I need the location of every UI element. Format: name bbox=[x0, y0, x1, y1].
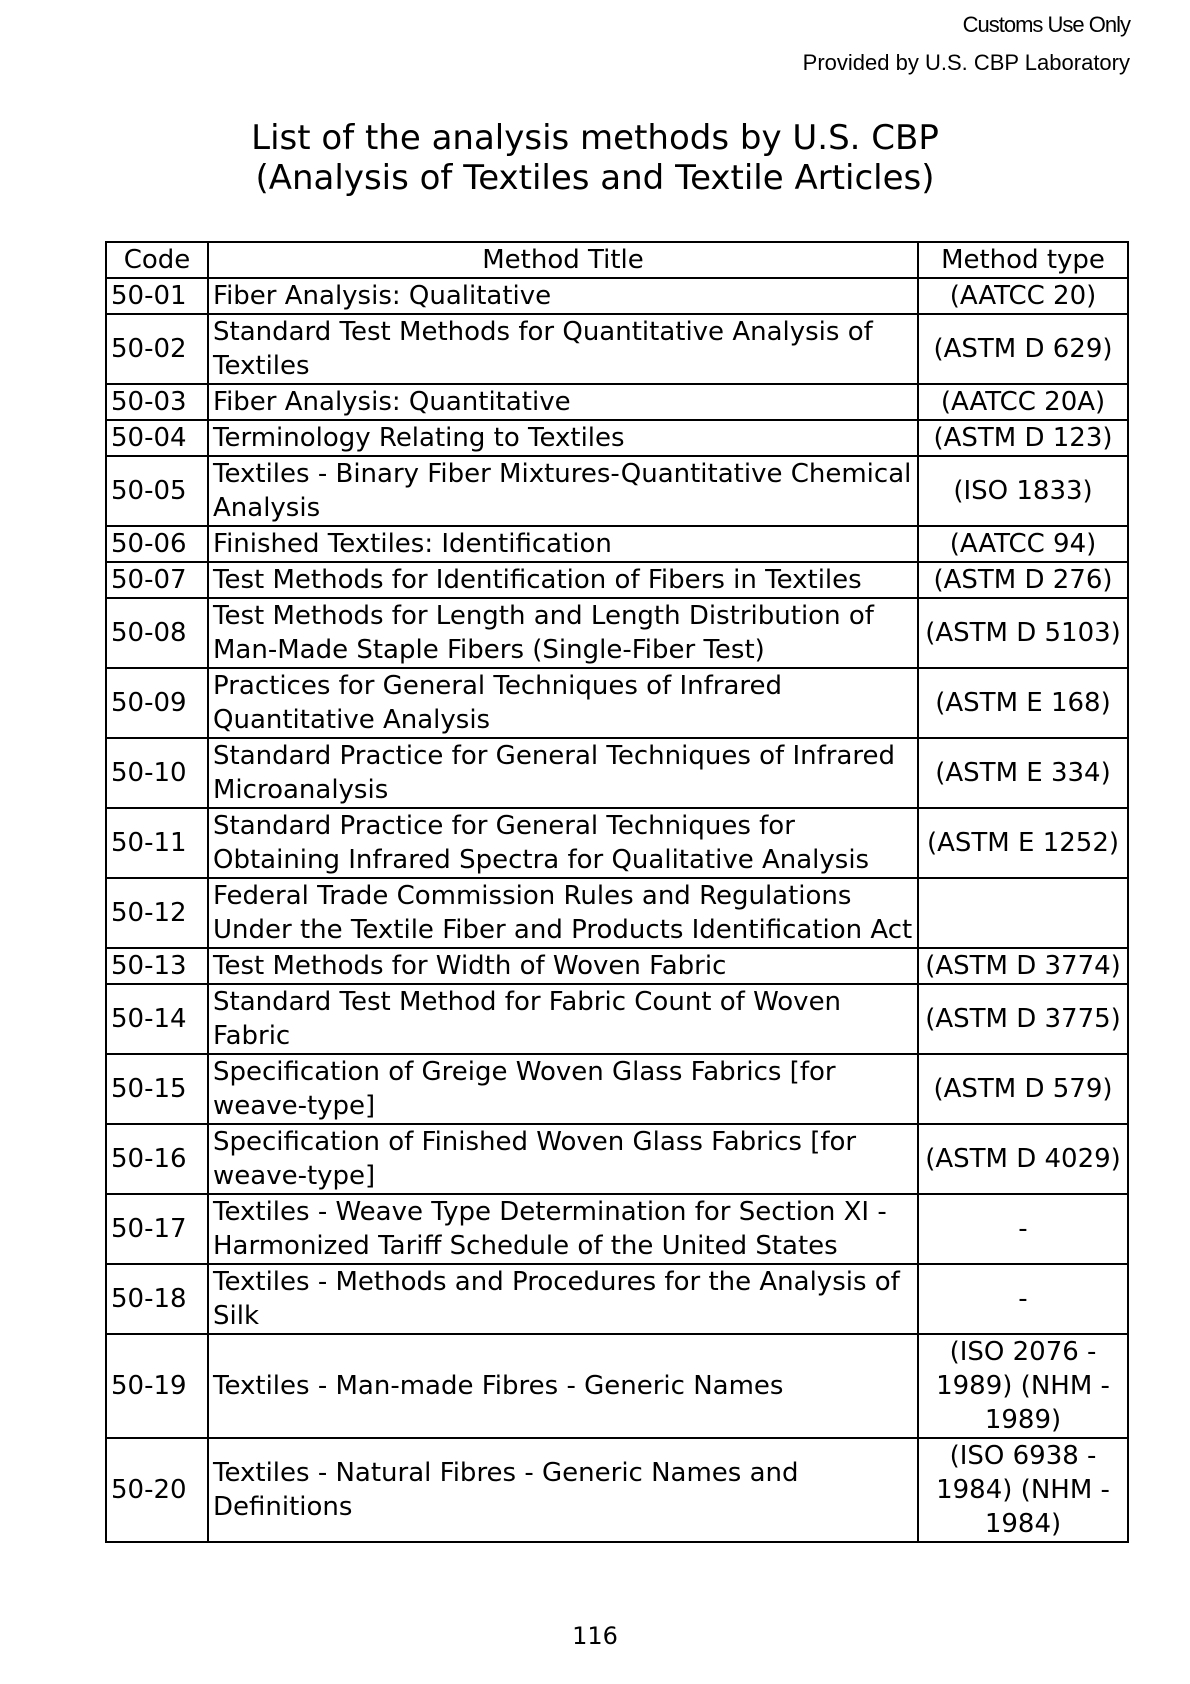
method-type: (ASTM D 629) bbox=[918, 314, 1128, 384]
method-code: 50-01 bbox=[106, 278, 208, 314]
method-title: Standard Test Methods for Quantitative Analysis of Textiles bbox=[208, 314, 918, 384]
table-row bbox=[106, 420, 1128, 456]
method-type: (ASTM E 334) bbox=[918, 738, 1128, 808]
method-code: 50-17 bbox=[106, 1194, 208, 1264]
method-code: 50-19 bbox=[106, 1334, 208, 1438]
table-row bbox=[106, 1334, 1128, 1438]
method-code: 50-04 bbox=[106, 420, 208, 456]
table-row bbox=[106, 278, 1128, 314]
table-row bbox=[106, 738, 1128, 808]
document-title-line-2: (Analysis of Textiles and Textile Articles) bbox=[255, 158, 935, 198]
method-title: Test Methods for Width of Woven Fabric bbox=[208, 948, 918, 984]
method-code: 50-06 bbox=[106, 526, 208, 562]
table-row bbox=[106, 1264, 1128, 1334]
method-type: (ASTM D 579) bbox=[918, 1054, 1128, 1124]
method-code: 50-08 bbox=[106, 598, 208, 668]
column-header-code: Code bbox=[106, 242, 208, 278]
method-code: 50-11 bbox=[106, 808, 208, 878]
method-title: Practices for General Techniques of Infrared Quantitative Analysis bbox=[208, 668, 918, 738]
method-code: 50-05 bbox=[106, 456, 208, 526]
method-type: (ASTM D 3774) bbox=[918, 948, 1128, 984]
method-code: 50-16 bbox=[106, 1124, 208, 1194]
method-type: (ASTM D 123) bbox=[918, 420, 1128, 456]
table-row bbox=[106, 878, 1128, 948]
method-code: 50-15 bbox=[106, 1054, 208, 1124]
methods-table bbox=[105, 241, 1129, 1543]
table-row bbox=[106, 984, 1128, 1054]
method-code: 50-13 bbox=[106, 948, 208, 984]
table-row bbox=[106, 384, 1128, 420]
method-title: Textiles - Man-made Fibres - Generic Names bbox=[208, 1334, 918, 1438]
method-type: (ASTM E 1252) bbox=[918, 808, 1128, 878]
document-title-line-1: List of the analysis methods by U.S. CBP bbox=[251, 118, 939, 158]
table-row bbox=[106, 1124, 1128, 1194]
method-type: (ASTM D 3775) bbox=[918, 984, 1128, 1054]
column-header-method-type: Method type bbox=[918, 242, 1128, 278]
table-row bbox=[106, 526, 1128, 562]
method-title: Textiles - Methods and Procedures for the Analysis of Silk bbox=[208, 1264, 918, 1334]
method-title: Specification of Greige Woven Glass Fabrics [for weave-type] bbox=[208, 1054, 918, 1124]
table-row bbox=[106, 1438, 1128, 1542]
method-title: Finished Textiles: Identification bbox=[208, 526, 918, 562]
method-code: 50-12 bbox=[106, 878, 208, 948]
method-title: Fiber Analysis: Quantitative bbox=[208, 384, 918, 420]
table-row bbox=[106, 1054, 1128, 1124]
method-code: 50-20 bbox=[106, 1438, 208, 1542]
method-type: (AATCC 20A) bbox=[918, 384, 1128, 420]
table-row bbox=[106, 456, 1128, 526]
method-title: Standard Practice for General Techniques for Obtaining Infrared Spectra for Qualitative Analysis bbox=[208, 808, 918, 878]
method-type: (ISO 1833) bbox=[918, 456, 1128, 526]
method-type: (AATCC 94) bbox=[918, 526, 1128, 562]
method-type: (ASTM D 4029) bbox=[918, 1124, 1128, 1194]
method-title: Fiber Analysis: Qualitative bbox=[208, 278, 918, 314]
method-title: Test Methods for Length and Length Distribution of Man-Made Staple Fibers (Single-Fiber Test) bbox=[208, 598, 918, 668]
method-type bbox=[918, 878, 1128, 948]
method-title: Textiles - Natural Fibres - Generic Names and Definitions bbox=[208, 1438, 918, 1542]
method-type: (AATCC 20) bbox=[918, 278, 1128, 314]
method-type: (ISO 2076 - 1989) (NHM - 1989) bbox=[918, 1334, 1128, 1438]
method-title: Standard Practice for General Techniques of Infrared Microanalysis bbox=[208, 738, 918, 808]
method-type: (ISO 6938 - 1984) (NHM - 1984) bbox=[918, 1438, 1128, 1542]
method-type: (ASTM D 5103) bbox=[918, 598, 1128, 668]
method-type: - bbox=[918, 1194, 1128, 1264]
method-type: - bbox=[918, 1264, 1128, 1334]
method-title: Standard Test Method for Fabric Count of Woven Fabric bbox=[208, 984, 918, 1054]
table-row bbox=[106, 562, 1128, 598]
table-header-row bbox=[106, 242, 1128, 278]
method-title: Specification of Finished Woven Glass Fabrics [for weave-type] bbox=[208, 1124, 918, 1194]
table-row bbox=[106, 808, 1128, 878]
customs-use-only-label: Customs Use Only bbox=[962, 12, 1130, 37]
table-row bbox=[106, 668, 1128, 738]
table-row bbox=[106, 1194, 1128, 1264]
method-code: 50-14 bbox=[106, 984, 208, 1054]
method-title: Test Methods for Identification of Fibers in Textiles bbox=[208, 562, 918, 598]
method-code: 50-07 bbox=[106, 562, 208, 598]
column-header-method-title: Method Title bbox=[208, 242, 918, 278]
method-title: Textiles - Binary Fiber Mixtures-Quantitative Chemical Analysis bbox=[208, 456, 918, 526]
method-code: 50-02 bbox=[106, 314, 208, 384]
page-number: 116 bbox=[572, 1622, 618, 1650]
table-row bbox=[106, 314, 1128, 384]
method-code: 50-03 bbox=[106, 384, 208, 420]
method-code: 50-10 bbox=[106, 738, 208, 808]
provider-label: Provided by U.S. CBP Laboratory bbox=[802, 50, 1130, 75]
method-code: 50-18 bbox=[106, 1264, 208, 1334]
method-type: (ASTM D 276) bbox=[918, 562, 1128, 598]
method-code: 50-09 bbox=[106, 668, 208, 738]
method-title: Terminology Relating to Textiles bbox=[208, 420, 918, 456]
table-row bbox=[106, 598, 1128, 668]
method-title: Textiles - Weave Type Determination for Section XI - Harmonized Tariff Schedule of the United States bbox=[208, 1194, 918, 1264]
method-type: (ASTM E 168) bbox=[918, 668, 1128, 738]
method-title: Federal Trade Commission Rules and Regulations Under the Textile Fiber and Products Identification Act bbox=[208, 878, 918, 948]
table-row bbox=[106, 948, 1128, 984]
